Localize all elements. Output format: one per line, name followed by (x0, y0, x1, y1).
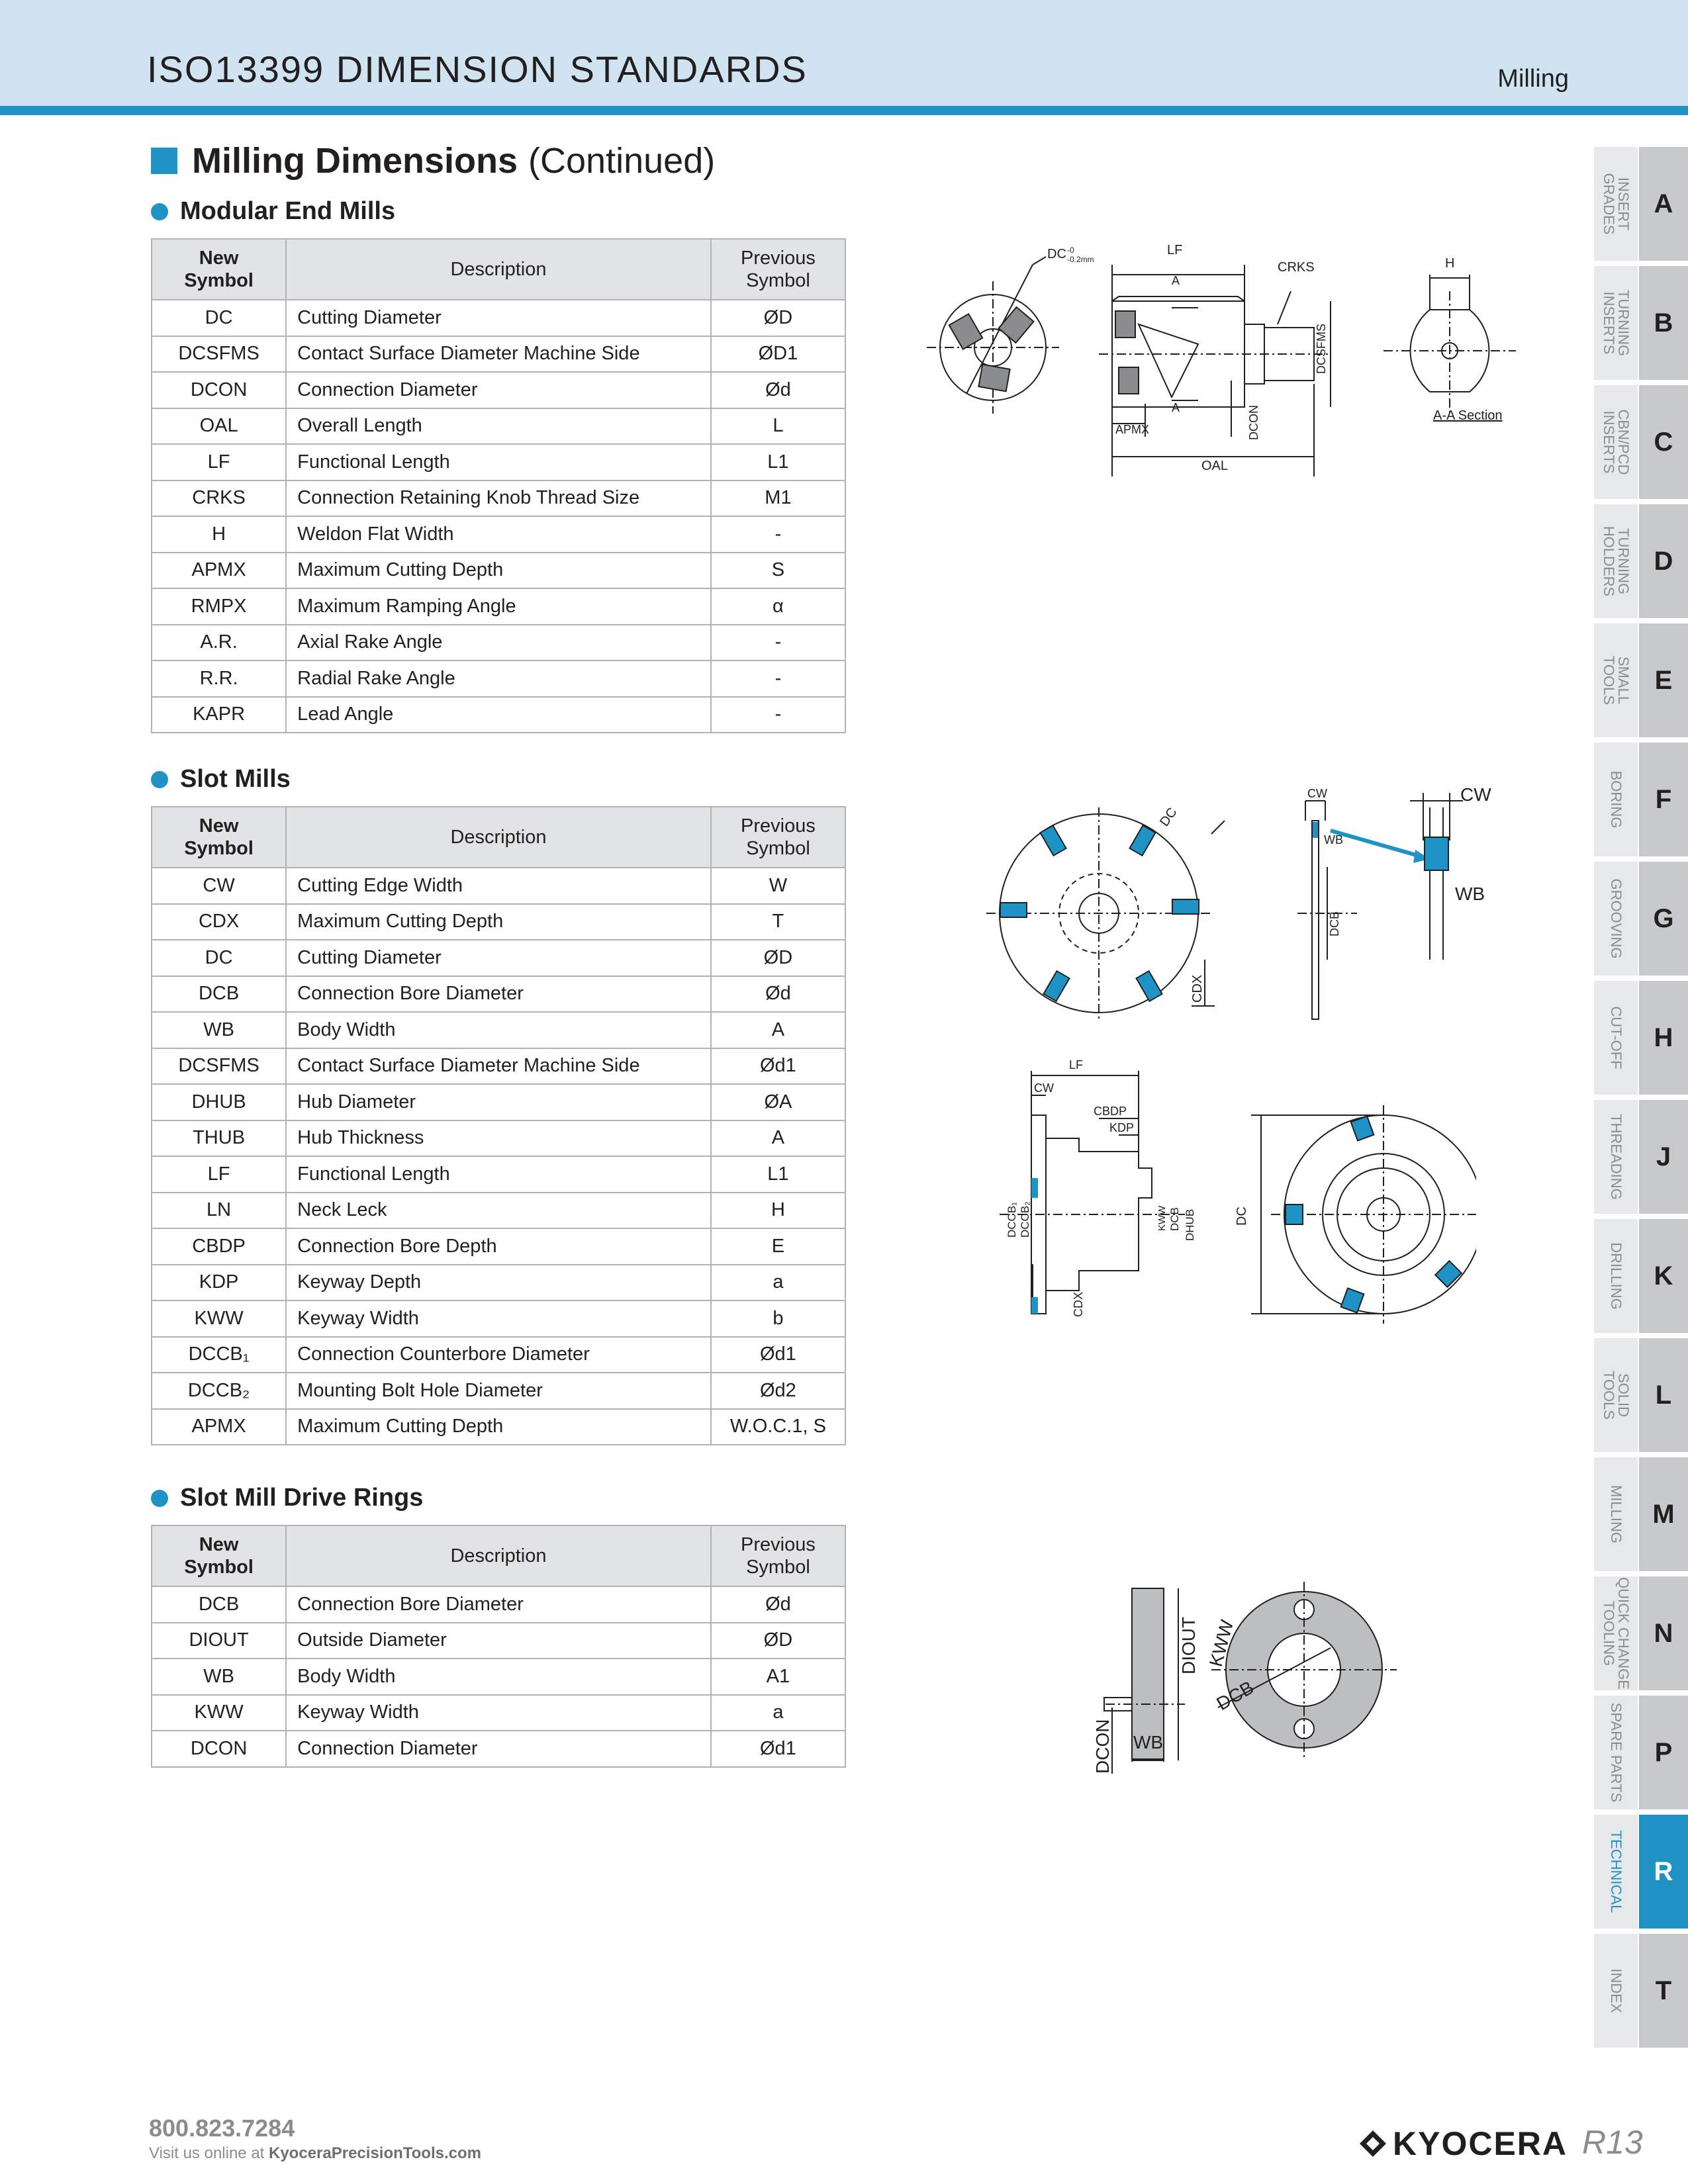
new-symbol-cell: CRKS (152, 480, 286, 517)
tab-label-area (1594, 1100, 1638, 1214)
label-dccb2: DCCB₂ (1019, 1201, 1031, 1238)
new-symbol-cell: APMX (152, 1409, 286, 1445)
description-cell: Neck Leck (286, 1193, 711, 1229)
header-description: Description (286, 1525, 711, 1586)
description-cell: Mounting Bolt Hole Diameter (286, 1373, 711, 1409)
description-cell: Functional Length (286, 444, 711, 480)
description-cell: Connection Bore Diameter (286, 1586, 711, 1623)
table-row (152, 976, 845, 1013)
tab-label: CBN/PCD INSERTS (1601, 409, 1632, 475)
description-cell: Body Width (286, 1012, 711, 1048)
tab-label: INSERT GRADES (1601, 173, 1632, 235)
tab-label-area (1594, 147, 1638, 261)
description-cell: Radial Rake Angle (286, 660, 711, 697)
previous-symbol-cell: - (711, 516, 845, 553)
description-cell: Body Width (286, 1659, 711, 1695)
table-row (152, 660, 845, 697)
tab-label: BORING (1608, 770, 1624, 829)
tab-label: TECHNICAL (1608, 1830, 1624, 1913)
tab-letter-area (1639, 1338, 1688, 1452)
table-row (152, 1156, 845, 1193)
label-a-bottom: A (1172, 401, 1180, 414)
header-rule (0, 106, 1688, 115)
table-row (152, 336, 845, 373)
drive-rings-heading (151, 1484, 423, 1512)
tab-t[interactable] (1594, 1934, 1688, 2048)
table-row (152, 1048, 845, 1085)
slot-mills-title: Slot Mills (180, 765, 291, 793)
tab-letter-area (1639, 266, 1688, 380)
description-cell: Lead Angle (286, 697, 711, 733)
new-symbol-cell: DC (152, 300, 286, 336)
header-description: Description (286, 807, 711, 868)
tab-d[interactable] (1594, 504, 1688, 618)
tab-letter: G (1653, 903, 1674, 933)
label-kww: KWW (1156, 1205, 1168, 1231)
previous-symbol-cell: Ød1 (711, 1731, 845, 1767)
new-symbol-cell: OAL (152, 408, 286, 445)
tab-letter: A (1654, 189, 1673, 218)
tab-l[interactable] (1594, 1338, 1688, 1452)
label-kdp: KDP (1109, 1121, 1135, 1134)
page-number: R13 (1582, 2124, 1643, 2161)
table-row (152, 1659, 845, 1695)
description-cell: Connection Diameter (286, 1731, 711, 1767)
description-cell: Contact Surface Diameter Machine Side (286, 336, 711, 373)
label-cw: CW (1307, 787, 1327, 800)
table-row (152, 1409, 845, 1445)
previous-symbol-cell: α (711, 588, 845, 625)
description-cell: Connection Bore Depth (286, 1228, 711, 1265)
new-symbol-cell: DCSFMS (152, 1048, 286, 1085)
previous-symbol-cell: - (711, 697, 845, 733)
tab-letter: P (1654, 1737, 1673, 1767)
circle-bullet-icon (151, 203, 168, 220)
new-symbol-cell: DCCB₁ (152, 1337, 286, 1373)
label-dc-tol: -0 (1067, 246, 1074, 255)
tab-label: TURNING HOLDERS (1601, 525, 1632, 597)
previous-symbol-cell: Ød (711, 976, 845, 1013)
tab-a[interactable] (1594, 147, 1688, 261)
new-symbol-cell: CBDP (152, 1228, 286, 1265)
previous-symbol-cell: Ød1 (711, 1337, 845, 1373)
drive-rings-title: Slot Mill Drive Rings (180, 1484, 424, 1512)
modular-end-mill-diagram (920, 238, 1549, 490)
tab-letter: N (1654, 1618, 1673, 1648)
previous-symbol-cell: b (711, 1300, 845, 1337)
label-crks: CRKS (1278, 260, 1315, 275)
tab-label: SMALL TOOLS (1601, 655, 1632, 705)
tab-letter-area (1639, 981, 1688, 1095)
previous-symbol-cell: A (711, 1012, 845, 1048)
table-row (152, 1012, 845, 1048)
previous-symbol-cell: ØD (711, 1623, 845, 1659)
previous-symbol-cell: a (711, 1265, 845, 1301)
previous-symbol-cell: L (711, 408, 845, 445)
circle-bullet-icon (151, 771, 168, 788)
tab-b[interactable] (1594, 266, 1688, 380)
description-cell: Maximum Cutting Depth (286, 553, 711, 589)
label-a-top: A (1172, 274, 1180, 287)
label-wb: WB (1324, 833, 1343, 846)
previous-symbol-cell: Ød (711, 372, 845, 408)
tab-letter: J (1656, 1142, 1671, 1171)
tab-label: QUICK CHANGE TOOLING (1601, 1577, 1632, 1690)
description-cell: Connection Diameter (286, 372, 711, 408)
previous-symbol-cell: a (711, 1695, 845, 1731)
modular-end-mills-title: Modular End Mills (180, 197, 396, 225)
slot-mill-diagram (986, 781, 1516, 1032)
tab-label: TURNING INSERTS (1601, 289, 1632, 357)
brand-name: KYOCERA (1393, 2125, 1568, 2162)
previous-symbol-cell: S (711, 553, 845, 589)
label-wb: WB (1133, 1732, 1164, 1752)
label-dc: DC (1157, 805, 1180, 829)
table-row (152, 372, 845, 408)
new-symbol-cell: CDX (152, 904, 286, 940)
tab-letter-area (1639, 743, 1688, 856)
table-row (152, 1731, 845, 1767)
tab-letter-area (1639, 385, 1688, 499)
tab-letter-area (1639, 147, 1688, 261)
drive-rings-table (151, 1525, 846, 1768)
new-symbol-cell: H (152, 516, 286, 553)
modular-end-mills-table (151, 238, 846, 733)
description-cell: Cutting Edge Width (286, 868, 711, 904)
previous-symbol-cell: ØA (711, 1084, 845, 1120)
label-dcsfms: DCSFMS (1315, 324, 1328, 374)
new-symbol-cell: CW (152, 868, 286, 904)
table-row (152, 444, 845, 480)
previous-symbol-cell: A1 (711, 1659, 845, 1695)
new-symbol-cell: DCON (152, 372, 286, 408)
tab-h[interactable] (1594, 981, 1688, 1095)
table-row (152, 1193, 845, 1229)
table-row (152, 1623, 845, 1659)
previous-symbol-cell: ØD (711, 940, 845, 976)
description-cell: Hub Diameter (286, 1084, 711, 1120)
new-symbol-cell: DHUB (152, 1084, 286, 1120)
tab-label-area (1594, 385, 1638, 499)
tab-label-area (1594, 862, 1638, 976)
label-dcb: DCB (1168, 1207, 1181, 1231)
new-symbol-cell: DCSFMS (152, 336, 286, 373)
modular-end-mills-heading (151, 197, 395, 226)
label-lf: LF (1069, 1058, 1084, 1071)
main-heading (151, 140, 715, 181)
new-symbol-cell: A.R. (152, 625, 286, 661)
description-cell: Keyway Width (286, 1300, 711, 1337)
tab-c[interactable] (1594, 385, 1688, 499)
description-cell: Connection Bore Diameter (286, 976, 711, 1013)
description-cell: Contact Surface Diameter Machine Side (286, 1048, 711, 1085)
table-row (152, 553, 845, 589)
new-symbol-cell: LF (152, 1156, 286, 1193)
label-cw2: CW (1460, 784, 1491, 805)
previous-symbol-cell: W (711, 868, 845, 904)
previous-symbol-cell: Ød1 (711, 1048, 845, 1085)
table-row (152, 300, 845, 336)
previous-symbol-cell: H (711, 1193, 845, 1229)
new-symbol-cell: DIOUT (152, 1623, 286, 1659)
tab-r[interactable] (1594, 1815, 1688, 1929)
tab-label: CUT-OFF (1608, 1006, 1624, 1069)
previous-symbol-cell: W.O.C.1, S (711, 1409, 845, 1445)
table-row (152, 1084, 845, 1120)
table-row (152, 1695, 845, 1731)
tab-label-area (1594, 266, 1638, 380)
table-row (152, 940, 845, 976)
label-diout: DIOUT (1178, 1616, 1199, 1674)
new-symbol-cell: DCON (152, 1731, 286, 1767)
description-cell: Overall Length (286, 408, 711, 445)
tab-p[interactable] (1594, 1696, 1688, 1809)
tab-letter: D (1654, 546, 1673, 576)
tab-letter-area (1639, 1815, 1688, 1929)
description-cell: Functional Length (286, 1156, 711, 1193)
description-cell: Maximum Cutting Depth (286, 904, 711, 940)
tab-letter-area (1639, 1696, 1688, 1809)
slot-mills-heading (151, 765, 291, 794)
label-cdx: CDX (1072, 1291, 1085, 1317)
tab-label-area (1594, 1457, 1638, 1571)
tab-label-area (1594, 1576, 1638, 1690)
tab-label: THREADING (1608, 1114, 1624, 1200)
new-symbol-cell: DC (152, 940, 286, 976)
kyocera-logo-icon (1358, 2129, 1387, 2158)
new-symbol-cell: KWW (152, 1300, 286, 1337)
tab-n[interactable] (1594, 1576, 1688, 1690)
description-cell: Hub Thickness (286, 1120, 711, 1157)
tab-f[interactable] (1594, 743, 1688, 856)
new-symbol-cell: LN (152, 1193, 286, 1229)
website-link[interactable]: KyoceraPrecisionTools.com (269, 2144, 481, 2162)
table-row (152, 480, 845, 517)
tab-label: INDEX (1608, 1968, 1624, 2013)
tab-letter-area (1639, 862, 1688, 976)
table-row (152, 1586, 845, 1623)
description-cell: Cutting Diameter (286, 940, 711, 976)
previous-symbol-cell: - (711, 625, 845, 661)
description-cell: Connection Retaining Knob Thread Size (286, 480, 711, 517)
tab-letter: M (1652, 1499, 1675, 1529)
table-header-row (152, 1525, 845, 1586)
tab-label-area (1594, 1815, 1638, 1929)
footer-phone: 800.823.7284 (149, 2115, 295, 2142)
tab-letter-area (1639, 1100, 1688, 1214)
description-cell: Maximum Cutting Depth (286, 1409, 711, 1445)
label-dcon: DCON (1247, 405, 1260, 440)
table-row (152, 588, 845, 625)
table-row (152, 1373, 845, 1409)
drive-ring-diagram (1053, 1575, 1397, 1774)
tab-label: MILLING (1608, 1484, 1624, 1544)
new-symbol-cell: WB (152, 1659, 286, 1695)
tab-j[interactable] (1594, 1100, 1688, 1214)
main-heading-continued: (Continued) (528, 141, 716, 181)
header-previous-symbol: Previous Symbol (711, 1525, 845, 1586)
new-symbol-cell: R.R. (152, 660, 286, 697)
tab-letter-area (1639, 1934, 1688, 2048)
label-cbdp: CBDP (1094, 1105, 1127, 1118)
circle-bullet-icon (151, 1490, 168, 1507)
table-row (152, 697, 845, 733)
header-new-symbol: New Symbol (152, 807, 286, 868)
label-dc-tol2: -0.2mm (1067, 255, 1094, 264)
header-description: Description (286, 239, 711, 300)
slot-mill-hub-diagram (960, 1052, 1476, 1330)
tab-label: SOLID TOOLS (1601, 1370, 1632, 1420)
new-symbol-cell: RMPX (152, 588, 286, 625)
label-dcb: DCB (1213, 1676, 1258, 1715)
table-header-row (152, 239, 845, 300)
table-row (152, 1120, 845, 1157)
table-row (152, 1265, 845, 1301)
table-row (152, 625, 845, 661)
tab-letter-area (1639, 1219, 1688, 1333)
new-symbol-cell: DCB (152, 1586, 286, 1623)
tab-label-area (1594, 1338, 1638, 1452)
table-row (152, 408, 845, 445)
label-apmx: APMX (1115, 423, 1150, 436)
previous-symbol-cell: M1 (711, 480, 845, 517)
tab-label: SPARE PARTS (1608, 1702, 1624, 1803)
main-heading-bold: Milling Dimensions (192, 141, 518, 181)
tab-label-area (1594, 504, 1638, 618)
page-title: ISO13399 DIMENSION STANDARDS (147, 48, 808, 90)
tab-label-area (1594, 1696, 1638, 1809)
tab-letter-area (1639, 1576, 1688, 1690)
new-symbol-cell: DCB (152, 976, 286, 1013)
label-kww: KWW (1205, 1617, 1238, 1669)
tab-g[interactable] (1594, 862, 1688, 976)
previous-symbol-cell: A (711, 1120, 845, 1157)
description-cell: Maximum Ramping Angle (286, 588, 711, 625)
tab-k[interactable] (1594, 1219, 1688, 1333)
new-symbol-cell: DCCB₂ (152, 1373, 286, 1409)
previous-symbol-cell: Ød2 (711, 1373, 845, 1409)
tab-label-area (1594, 1219, 1638, 1333)
previous-symbol-cell: L1 (711, 1156, 845, 1193)
header-new-symbol: New Symbol (152, 239, 286, 300)
table-row (152, 1337, 845, 1373)
tab-letter: E (1654, 665, 1673, 695)
previous-symbol-cell: - (711, 660, 845, 697)
tab-letter: B (1654, 308, 1673, 338)
label-h: H (1445, 256, 1455, 271)
label-cdx: CDX (1190, 974, 1205, 1003)
table-row (152, 868, 845, 904)
previous-symbol-cell: T (711, 904, 845, 940)
kyocera-logo (1358, 2124, 1568, 2163)
new-symbol-cell: APMX (152, 553, 286, 589)
new-symbol-cell: THUB (152, 1120, 286, 1157)
tab-letter: T (1655, 1976, 1672, 2005)
label-dhub: DHUB (1184, 1208, 1196, 1241)
tab-letter: R (1654, 1856, 1673, 1886)
label-dc: DC (1235, 1206, 1249, 1226)
section-label: Milling (1497, 65, 1569, 93)
tab-letter-area (1639, 623, 1688, 737)
tab-letter: H (1654, 1023, 1673, 1052)
description-cell: Keyway Width (286, 1695, 711, 1731)
description-cell: Connection Counterbore Diameter (286, 1337, 711, 1373)
previous-symbol-cell: L1 (711, 444, 845, 480)
description-cell: Axial Rake Angle (286, 625, 711, 661)
tab-label: GROOVING (1608, 878, 1624, 959)
new-symbol-cell: WB (152, 1012, 286, 1048)
tab-letter: K (1654, 1261, 1673, 1291)
square-bullet-icon (151, 148, 177, 174)
header-new-symbol: New Symbol (152, 1525, 286, 1586)
tab-letter: C (1654, 427, 1673, 457)
footer-website: Visit us online at KyoceraPrecisionTools.com (149, 2144, 481, 2162)
description-cell: Weldon Flat Width (286, 516, 711, 553)
previous-symbol-cell: E (711, 1228, 845, 1265)
label-cw: CW (1034, 1081, 1054, 1095)
label-lf: LF (1167, 243, 1183, 257)
tab-label-area (1594, 1934, 1638, 2048)
label-section: A-A Section (1433, 408, 1503, 423)
label-wb2: WB (1455, 884, 1485, 904)
new-symbol-cell: KWW (152, 1695, 286, 1731)
table-row (152, 904, 845, 940)
new-symbol-cell: KDP (152, 1265, 286, 1301)
table-row (152, 1300, 845, 1337)
tab-label-area (1594, 743, 1638, 856)
new-symbol-cell: KAPR (152, 697, 286, 733)
new-symbol-cell: LF (152, 444, 286, 480)
label-dccb1: DCCB₁ (1006, 1202, 1018, 1238)
tab-m[interactable] (1594, 1457, 1688, 1571)
table-row (152, 1228, 845, 1265)
description-cell: Cutting Diameter (286, 300, 711, 336)
table-row (152, 516, 845, 553)
tab-letter: F (1655, 784, 1672, 814)
table-header-row (152, 807, 845, 868)
label-dcon: DCON (1092, 1719, 1113, 1774)
previous-symbol-cell: ØD (711, 300, 845, 336)
tab-letter: L (1655, 1380, 1672, 1410)
previous-symbol-cell: Ød (711, 1586, 845, 1623)
header-previous-symbol: Previous Symbol (711, 807, 845, 868)
tab-label-area (1594, 623, 1638, 737)
label-oal: OAL (1201, 459, 1229, 473)
previous-symbol-cell: ØD1 (711, 336, 845, 373)
tab-label: DRILLING (1608, 1242, 1624, 1310)
label-dc: DC (1047, 247, 1066, 261)
tab-label-area (1594, 981, 1638, 1095)
label-dcb: DCB (1328, 911, 1341, 936)
description-cell: Outside Diameter (286, 1623, 711, 1659)
tab-letter-area (1639, 1457, 1688, 1571)
description-cell: Keyway Depth (286, 1265, 711, 1301)
tab-e[interactable] (1594, 623, 1688, 737)
slot-mills-table (151, 806, 846, 1445)
tab-letter-area (1639, 504, 1688, 618)
header-previous-symbol: Previous Symbol (711, 239, 845, 300)
